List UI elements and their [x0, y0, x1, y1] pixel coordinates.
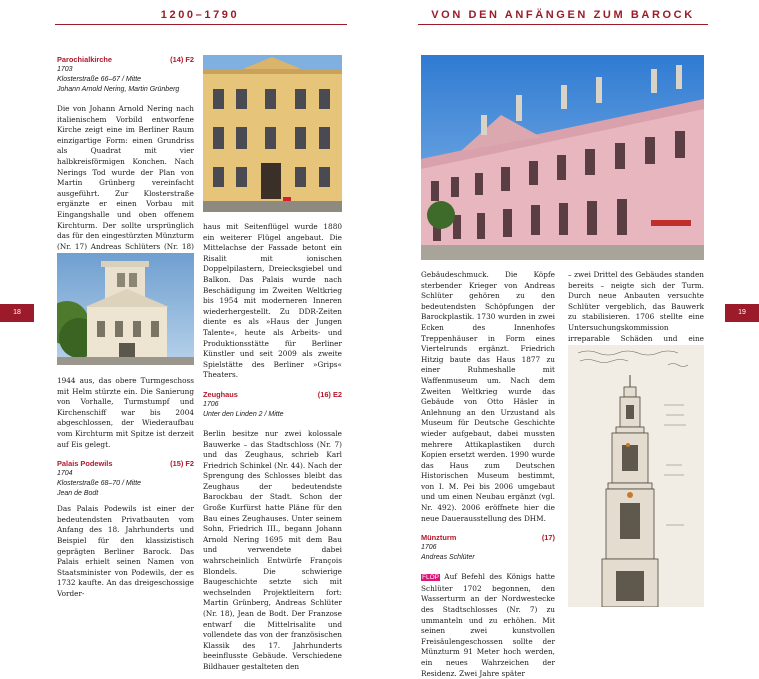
entry-year: 1706 [203, 400, 219, 408]
zeughaus-entry [203, 222, 342, 673]
entry-title-row [57, 459, 194, 469]
parochialkirche-entry [57, 55, 194, 284]
entry-ref: (14) F2 [170, 55, 194, 64]
entry-ref: (15) F2 [170, 459, 194, 469]
entry-ref: (16) E2 [317, 389, 342, 399]
right-header-rule [418, 24, 708, 25]
parochialkirche-continued: 1944 aus, das obere Turmgeschoss mit Helm stürzte ein. Die Sanierung von Vorhalle, Turmstumpf und Kirchenschiff war bis 2004 abgeschlossen, der Wiederaufbau vom Kirchturm mit Spitze ist derzeit auf Eis gelegt. [57, 376, 194, 449]
muenzturm-continued-text: – zwei Drittel des Gebäudes standen bereits – neigte sich der Turm. Durch neue Anbauten versuchte Schlüter vergeblich, das Bauwerk zu stabilisieren. 1706 stellte eine Untersuchungskommission irreparable Schäden und eine [568, 270, 704, 343]
entry-title: Münzturm [421, 533, 457, 543]
entry-body: Das Palais Podewils ist einer der bedeutendsten Privatbauten vom Anfang des 18. Jahrhunderts und Beispiel für den klassizistisch geprägten Berliner Barock. Das Palais erhielt seinen Namen von Staatsminister von Podewils, der es 1732 kaufte. An das dreigeschossige Vorder- [57, 504, 194, 598]
muenzturm-entry [421, 270, 555, 679]
podewils-entry [57, 376, 194, 600]
zeughaus-photo [421, 55, 704, 260]
entry-year: 1704 [57, 470, 73, 478]
entry-architect: Johann Arnold Nering, Martin Grünberg [57, 86, 180, 93]
muenzturm-drawing [568, 345, 704, 607]
zeughaus-continued: Gebäudeschmuck. Die Köpfe sterbender Krieger von Andreas Schlüter gehören zu den bedeutendsten Schöpfungen der Barockplastik. 1730 wurden in zwei Ecken des Innenhofes Treppenhäuser in Form eines Viertelrunds ergänzt. Friedrich Hitzig baute das Haus 1877 zu einer Ruhmeshalle mit Waffenmuseum um. Nach dem Zweiten Weltkrieg wurde das Gebäude von Otto Häsler in Anlehnung an den Urzustand als Museum für Deutsche Geschichte wieder aufgebaut, dabei mussten mehrere Attikaplastiken durch Kopien ersetzt werden. 1990 wurde das Haus zum Deutschen Historischen Museum bestimmt, von I. M. Pei bis 2006 umgebaut und um einen Neubau ergänzt (vgl. Nr. 492). 2006 eröffnete hier die neue Dauerausstellung des DHM. [421, 270, 555, 523]
entry-architect: Jean de Bodt [57, 490, 99, 498]
left-header-rule [55, 24, 347, 25]
entry-body [421, 572, 555, 679]
entry-body: Berlin besitze nur zwei kolossale Bauwerke – das Stadtschloss (Nr. 7) und das Zeughaus, schrieb Karl Friedrich Schinkel (Nr. 44). Nach der Sprengung des Schlosses bleibt das Zeughaus der bedeutendste Barockbau der Stadt. Schon der Große Kurfürst hatte Pläne für den Bau eines Zeughauses. Unter seinem Sohn, Friedrich III., begann Johann Arnold Nering 1695 mit dem Bau und verwendete dabei wahrscheinlich Entwürfe François Blondels. Die schwierige Baugeschichte setzte sich mit wechselnden Projektleitern fort: Martin Grünberg, Andreas Schlüter (Nr. 18), Jean de Bodt. Der Franzose entwarf die Mittelrisalite und vollendete das von der französischen Klassik des 17. Jahrhunderts beeinflusste Gebäude. Verschiedene Bildhauer gestalteten den [203, 428, 342, 671]
entry-address: Klosterstraße 66–67 / Mitte [57, 76, 142, 83]
parochialkirche-photo [57, 253, 194, 365]
left-page-header: 1200–1790 [160, 9, 240, 21]
page-number-right: 19 [725, 304, 759, 322]
entry-year: 1706 [421, 544, 437, 552]
entry-address: Unter den Linden 2 / Mitte [203, 410, 284, 418]
palais-podewils-photo [203, 55, 342, 212]
entry-body: Die von Johann Arnold Nering nach italienischem Vorbild entworfene Kirche zeigt eine im Berliner Raum einzigartige Form: einen Grundriss als Quadrat mit vier halbkreisförmigen Konchen. Nach Nerings Tod wurde der Plan von Martin Grünberg vereinfacht ausgeführt. Zur Klosterstraße ergänzte er einen Vorbau mit Eingangshalle und oben offenem Kirchturm. Der sollte ursprünglich das für den eingestürzten Münzturm (Nr. 17) Andreas Schlüters (Nr. 18) [57, 104, 194, 251]
entry-ref: (17) [541, 533, 555, 543]
entry-title: Zeughaus [203, 389, 238, 399]
entry-title-row [421, 533, 555, 543]
entry-title-row [203, 390, 342, 400]
entry-year: 1703 [57, 66, 73, 73]
entry-address: Klosterstraße 68–70 / Mitte [57, 480, 142, 488]
page-number-left: 18 [0, 304, 34, 322]
flop-badge: FLOP [422, 574, 439, 582]
podewils-continued: haus mit Seitenflügel wurde 1880 ein weiterer Flügel angebaut. Die Mittelachse der Fassade betont ein Risalit mit ionischen Doppelpilastern, Dreiecksgiebel und Balkon. Das Palais wurde nach Beschädigung im Zweiten Weltkrieg bis 1954 mit moderneren Inneren wiederhergestellt. Zu DDR-Zeiten diente es als »Haus der Jungen Talente«, heute als Arbeits- und Produktionsstätte für Berliner Künstler und seit 2009 als zweite Spielstätte des Berliner »Grips« Theaters. [203, 222, 342, 380]
entry-title-row [57, 55, 194, 65]
entry-architect: Andreas Schlüter [421, 554, 475, 562]
entry-title: Parochialkirche [57, 55, 113, 64]
entry-body-text: Auf Befehl des Königs hatte Schlüter 1702 begonnen, den Wasserturm an der Nordwestecke des Stadtschlosses (Nr. 7) zu ummanteln und zu erhöhen. Mit seinen zwei kunstvollen Freisäulengeschossen sollte der Münzturm 91 Meter hoch werden, ein neues Wahrzeichen der Residenz. Zwei Jahre später [421, 572, 555, 678]
entry-title: Palais Podewils [57, 459, 113, 469]
right-page-header: VON DEN ANFÄNGEN ZUM BAROCK [431, 9, 695, 21]
